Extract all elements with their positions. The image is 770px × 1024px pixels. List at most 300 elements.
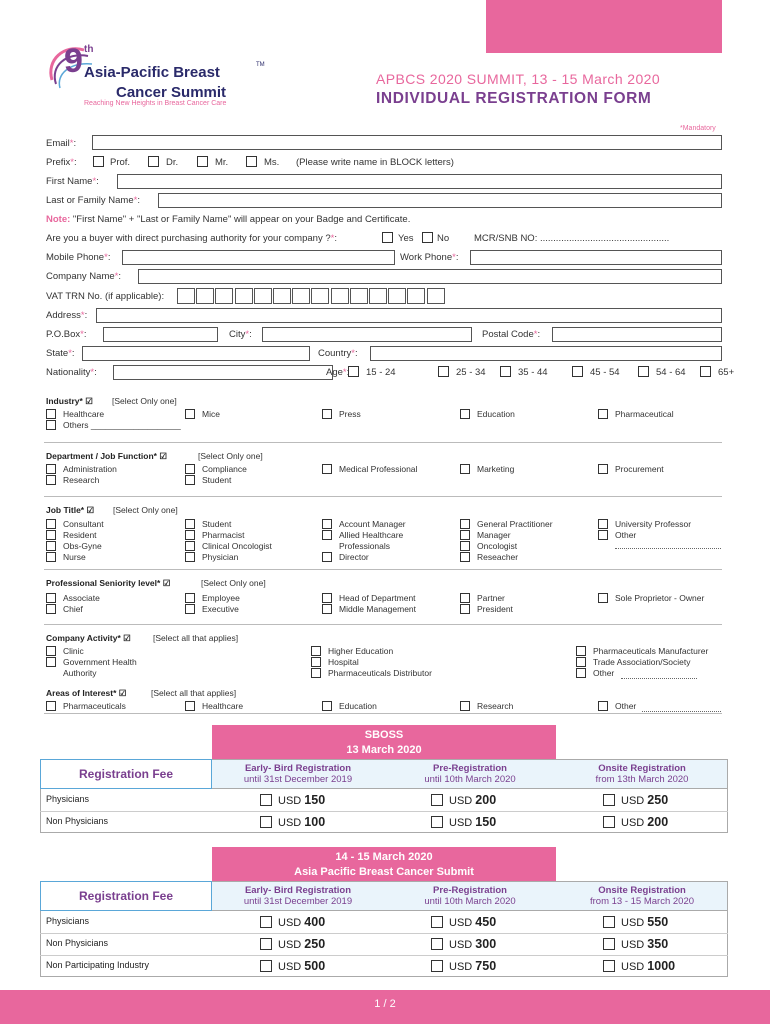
prefix-mr-checkbox[interactable] <box>197 156 208 167</box>
summit-row-label: Physicians <box>46 916 90 926</box>
check-icon: ☑ <box>82 396 93 406</box>
seniority-option-checkbox[interactable] <box>46 604 56 614</box>
industry-select-note: [Select Only one] <box>112 396 177 406</box>
activity-option-checkbox[interactable] <box>311 657 321 667</box>
jobtitle-option-label: Physician <box>202 552 239 562</box>
logo-line2: Cancer Summit <box>116 84 227 101</box>
section-divider <box>44 496 722 497</box>
jobtitle-option-checkbox[interactable] <box>185 519 195 529</box>
jobtitle-section-title <box>46 505 94 516</box>
jobtitle-option-checkbox[interactable] <box>46 541 56 551</box>
industry-option-checkbox[interactable] <box>322 409 332 419</box>
sboss-col-head <box>556 763 728 785</box>
sboss-col-title: Early- Bird Registration <box>244 763 352 774</box>
summit-col-title: Onsite Registration <box>598 885 686 896</box>
currency-label: USD <box>621 917 645 929</box>
mobile-field[interactable] <box>122 250 395 265</box>
department-option-label: Student <box>202 475 232 485</box>
interest-title-text: Areas of Interest* <box>46 688 117 698</box>
sboss-price-option[interactable] <box>260 793 325 807</box>
department-option-checkbox[interactable] <box>598 464 608 474</box>
summit-col-head <box>384 885 556 907</box>
vat-digit-box[interactable] <box>254 288 272 304</box>
sboss-row-label: Non Physicians <box>46 816 109 826</box>
sboss-price-option[interactable] <box>603 793 668 807</box>
price-value: 750 <box>475 959 497 973</box>
vat-digit-box[interactable] <box>350 288 368 304</box>
currency-label: USD <box>449 795 473 807</box>
seniority-option-checkbox[interactable] <box>46 593 56 603</box>
seniority-option-label: Sole Proprietor - Owner <box>615 593 705 603</box>
jobtitle-option-checkbox[interactable] <box>322 552 332 562</box>
seniority-option-checkbox[interactable] <box>460 604 470 614</box>
header-accent-block <box>486 0 722 53</box>
price-value: 1000 <box>647 959 676 973</box>
summit-price-option[interactable] <box>260 915 325 929</box>
industry-option-label: Healthcare <box>63 409 105 419</box>
age-range-label: 35 - 44 <box>518 367 548 378</box>
department-option-checkbox[interactable] <box>46 475 56 485</box>
currency-label: USD <box>278 939 302 951</box>
department-option-label: Marketing <box>477 464 515 474</box>
price-checkbox[interactable] <box>431 938 443 950</box>
price-value: 200 <box>475 793 497 807</box>
sboss-price-option[interactable] <box>603 815 668 829</box>
email-field[interactable] <box>92 135 722 150</box>
currency-label: USD <box>621 961 645 973</box>
summit-col-head <box>556 885 728 907</box>
summit-dates: APBCS 2020 SUMMIT, 13 - 15 March 2020 <box>376 71 661 87</box>
vat-digit-box[interactable] <box>196 288 214 304</box>
jobtitle-option-label: Student <box>202 519 232 529</box>
price-value: 450 <box>475 915 497 929</box>
age-label: Age* <box>326 367 347 378</box>
seniority-title-text: Professional Seniority level* <box>46 578 161 588</box>
summit-col-sub: from 13 - 15 March 2020 <box>589 896 695 907</box>
department-option-checkbox[interactable] <box>460 464 470 474</box>
vat-digit-box[interactable] <box>407 288 425 304</box>
currency-label: USD <box>449 961 473 973</box>
sboss-header <box>212 725 556 759</box>
jobtitle-option-label: Resident <box>63 530 97 540</box>
activity-select-note: [Select all that applies] <box>153 633 239 643</box>
address-label: Address*: <box>46 310 88 321</box>
summit-fee-label: Registration Fee <box>78 889 174 903</box>
prefix-prof-checkbox[interactable] <box>93 156 104 167</box>
price-checkbox[interactable] <box>260 960 272 972</box>
activity-option-label: Other <box>593 668 615 678</box>
prefix-dr-checkbox[interactable] <box>148 156 159 167</box>
work-phone-label: Work Phone*: <box>400 252 459 263</box>
price-value: 150 <box>304 793 326 807</box>
summit-col-sub: until 10th March 2020 <box>424 896 516 907</box>
price-value: 400 <box>304 915 326 929</box>
industry-option-label: Others ___________________ <box>63 420 181 430</box>
department-option-label: Compliance <box>202 464 247 474</box>
sboss-price-option[interactable] <box>260 815 325 829</box>
age-checkbox[interactable] <box>638 366 649 377</box>
industry-section-title <box>46 396 93 407</box>
price-checkbox[interactable] <box>431 816 443 828</box>
price-value: 350 <box>647 937 669 951</box>
price-value: 550 <box>647 915 669 929</box>
interest-option-label: Research <box>477 701 514 711</box>
summit-col-head <box>212 885 384 907</box>
vat-digit-box[interactable] <box>311 288 329 304</box>
age-checkbox[interactable] <box>438 366 449 377</box>
postal-code-field[interactable] <box>552 327 722 342</box>
logo-tm: TM <box>256 62 265 68</box>
seniority-option-label: Head of Department <box>339 593 416 603</box>
interest-option-label: Pharmaceuticals <box>63 701 126 711</box>
seniority-option-label: Associate <box>63 593 100 603</box>
price-checkbox[interactable] <box>260 916 272 928</box>
interest-option-label: Healthcare <box>202 701 244 711</box>
department-option-checkbox[interactable] <box>185 475 195 485</box>
price-value: 250 <box>647 793 669 807</box>
vat-digit-box[interactable] <box>273 288 291 304</box>
summit-price-option[interactable] <box>431 959 496 973</box>
department-option-checkbox[interactable] <box>46 464 56 474</box>
nationality-field[interactable] <box>113 365 333 380</box>
country-field[interactable] <box>370 346 722 361</box>
jobtitle-option-label: Reseacher <box>477 552 519 562</box>
summit-header <box>212 847 556 881</box>
seniority-option-checkbox[interactable] <box>322 593 332 603</box>
age-range-label: 15 - 24 <box>366 367 396 378</box>
prefix-prof-label: Prof. <box>110 157 131 168</box>
price-checkbox[interactable] <box>603 916 615 928</box>
section-divider <box>44 442 722 443</box>
price-checkbox[interactable] <box>431 794 443 806</box>
industry-option-checkbox[interactable] <box>598 409 608 419</box>
industry-option-checkbox[interactable] <box>460 409 470 419</box>
currency-label: USD <box>621 817 645 829</box>
seniority-option-checkbox[interactable] <box>185 604 195 614</box>
activity-option-label: Authority <box>63 668 97 678</box>
activity-option-checkbox[interactable] <box>576 668 586 678</box>
summit-row-label: Non Participating Industry <box>46 960 150 970</box>
jobtitle-option-checkbox[interactable] <box>460 530 470 540</box>
currency-label: USD <box>621 795 645 807</box>
check-icon: ☑ <box>160 578 171 588</box>
buyer-question: Are you a buyer with direct purchasing authority for your company ?*: <box>46 233 337 244</box>
seniority-option-label: Chief <box>63 604 83 614</box>
summit-logo <box>44 36 274 116</box>
other-line[interactable] <box>642 703 721 712</box>
company-field[interactable] <box>138 269 722 284</box>
currency-label: USD <box>621 939 645 951</box>
jobtitle-option-label: Other <box>615 530 637 540</box>
price-checkbox[interactable] <box>260 816 272 828</box>
vat-digit-box[interactable] <box>235 288 253 304</box>
department-section-title <box>46 451 167 462</box>
sboss-col-head <box>212 763 384 785</box>
row-divider <box>40 955 728 956</box>
price-checkbox[interactable] <box>260 938 272 950</box>
price-checkbox[interactable] <box>603 794 615 806</box>
sboss-price-option[interactable] <box>431 793 496 807</box>
price-value: 200 <box>647 815 669 829</box>
sboss-col-title: Onsite Registration <box>598 763 686 774</box>
jobtitle-option-checkbox[interactable] <box>46 552 56 562</box>
age-range-label: 65+ <box>718 367 735 378</box>
activity-section-title <box>46 633 131 644</box>
industry-option-checkbox[interactable] <box>185 409 195 419</box>
currency-label: USD <box>449 817 473 829</box>
seniority-option-label: Middle Management <box>339 604 417 614</box>
row-divider <box>40 933 728 934</box>
seniority-option-label: Executive <box>202 604 239 614</box>
interest-option-checkbox[interactable] <box>460 701 470 711</box>
jobtitle-option-checkbox[interactable] <box>598 519 608 529</box>
state-field[interactable] <box>82 346 310 361</box>
jobtitle-option-label: General Practitioner <box>477 519 553 529</box>
summit-price-option[interactable] <box>603 915 668 929</box>
activity-option-checkbox[interactable] <box>311 668 321 678</box>
nationality-label: Nationality*: <box>46 367 97 378</box>
seniority-select-note: [Select Only one] <box>201 578 266 588</box>
jobtitle-option-checkbox[interactable] <box>322 519 332 529</box>
company-label: Company Name*: <box>46 271 121 282</box>
summit-col-title: Early- Bird Registration <box>244 885 352 896</box>
jobtitle-option-checkbox[interactable] <box>322 530 332 540</box>
department-option-checkbox[interactable] <box>322 464 332 474</box>
check-icon: ☑ <box>156 451 167 461</box>
summit-title: 14 - 15 March 2020 <box>335 851 433 863</box>
activity-option-checkbox[interactable] <box>576 657 586 667</box>
vat-digit-box[interactable] <box>388 288 406 304</box>
work-phone-field[interactable] <box>470 250 722 265</box>
jobtitle-option-checkbox[interactable] <box>185 541 195 551</box>
jobtitle-title-text: Job Title* <box>46 505 85 515</box>
section-divider <box>44 624 722 625</box>
badge-note: Note: "First Name" + "Last or Family Name" will appear on your Badge and Certificate. <box>46 214 411 225</box>
jobtitle-option-checkbox[interactable] <box>460 552 470 562</box>
activity-option-label: Hospital <box>328 657 359 667</box>
sboss-price-option[interactable] <box>431 815 496 829</box>
jobtitle-option-checkbox[interactable] <box>598 530 608 540</box>
jobtitle-option-label: Allied Healthcare <box>339 530 404 540</box>
interest-section-title <box>46 688 126 699</box>
other-line[interactable] <box>621 670 697 679</box>
vat-digit-box[interactable] <box>331 288 349 304</box>
price-checkbox[interactable] <box>603 816 615 828</box>
summit-subtitle: Asia Pacific Breast Cancer Submit <box>294 866 474 878</box>
buyer-yes-checkbox[interactable] <box>382 232 393 243</box>
check-icon: ☑ <box>84 505 95 515</box>
activity-option-label: Government Health <box>63 657 137 667</box>
age-range-label: 25 - 34 <box>456 367 486 378</box>
seniority-option-label: Employee <box>202 593 240 603</box>
jobtitle-option-label: Account Manager <box>339 519 406 529</box>
postal-code-label: Postal Code*: <box>482 329 541 340</box>
jobtitle-option-label: University Professor <box>615 519 692 529</box>
activity-option-label: Trade Association/Society <box>593 657 691 667</box>
sboss-col-sub: until 10th March 2020 <box>424 774 516 785</box>
activity-option-checkbox[interactable] <box>46 646 56 656</box>
summit-price-option[interactable] <box>431 937 496 951</box>
price-checkbox[interactable] <box>431 916 443 928</box>
summit-row-label: Non Physicians <box>46 938 109 948</box>
first-name-label: First Name*: <box>46 176 99 187</box>
currency-label: USD <box>278 917 302 929</box>
jobtitle-option-checkbox[interactable] <box>185 552 195 562</box>
currency-label: USD <box>278 817 302 829</box>
jobtitle-option-label: Consultant <box>63 519 104 529</box>
age-checkbox[interactable] <box>700 366 711 377</box>
buyer-yes-label: Yes <box>398 233 414 244</box>
seniority-section-title <box>46 578 170 589</box>
mcr-field[interactable]: MCR/SNB NO: ................................................. <box>474 233 670 244</box>
city-label: City*: <box>229 329 252 340</box>
summit-price-option[interactable] <box>603 937 668 951</box>
interest-option-checkbox[interactable] <box>598 701 608 711</box>
age-range-label: 54 - 64 <box>656 367 686 378</box>
sboss-col-sub: until 31st December 2019 <box>243 774 353 785</box>
jobtitle-option-checkbox[interactable] <box>46 519 56 529</box>
seniority-option-checkbox[interactable] <box>460 593 470 603</box>
activity-option-label: Pharmaceuticals Distributor <box>328 668 432 678</box>
vat-digit-box[interactable] <box>177 288 195 304</box>
summit-col-title: Pre-Registration <box>433 885 507 896</box>
summit-price-option[interactable] <box>260 937 325 951</box>
sboss-col-sub: from 13th March 2020 <box>595 774 689 785</box>
price-value: 250 <box>304 937 326 951</box>
logo-sup: th <box>84 44 94 55</box>
other-line[interactable] <box>615 540 721 549</box>
page-footer <box>0 990 770 1024</box>
summit-price-option[interactable] <box>431 915 496 929</box>
department-option-label: Administration <box>63 464 117 474</box>
industry-option-checkbox[interactable] <box>46 409 56 419</box>
last-name-label: Last or Family Name*: <box>46 195 140 206</box>
jobtitle-select-note: [Select Only one] <box>113 505 178 515</box>
logo-tagline: Reaching New Heights in Breast Cancer Care <box>84 100 227 107</box>
department-option-checkbox[interactable] <box>185 464 195 474</box>
row-divider <box>40 811 728 812</box>
age-checkbox[interactable] <box>348 366 359 377</box>
prefix-mr-label: Mr. <box>215 157 229 168</box>
state-label: State*: <box>46 348 75 359</box>
summit-price-option[interactable] <box>260 959 325 973</box>
pobox-label: P.O.Box*: <box>46 329 87 340</box>
jobtitle-option-checkbox[interactable] <box>460 541 470 551</box>
mobile-label: Mobile Phone*: <box>46 252 111 263</box>
city-field[interactable] <box>262 327 472 342</box>
prefix-label: Prefix*: <box>46 157 77 168</box>
check-icon: ☑ <box>120 633 131 643</box>
price-checkbox[interactable] <box>603 960 615 972</box>
price-value: 300 <box>475 937 497 951</box>
seniority-option-label: Partner <box>477 593 505 603</box>
jobtitle-option-checkbox[interactable] <box>460 519 470 529</box>
vat-label: VAT TRN No. (if applicable): <box>46 291 165 302</box>
form-title: INDIVIDUAL REGISTRATION FORM <box>376 90 652 107</box>
seniority-option-checkbox[interactable] <box>322 604 332 614</box>
age-checkbox[interactable] <box>500 366 511 377</box>
interest-option-label: Education <box>339 701 377 711</box>
price-checkbox[interactable] <box>603 938 615 950</box>
industry-option-checkbox[interactable] <box>46 420 56 430</box>
activity-option-checkbox[interactable] <box>46 657 56 667</box>
jobtitle-option-label: Oncologist <box>477 541 518 551</box>
interest-option-checkbox[interactable] <box>185 701 195 711</box>
mandatory-note: *Mandatory <box>680 125 716 132</box>
vat-digit-box[interactable] <box>292 288 310 304</box>
currency-label: USD <box>278 795 302 807</box>
summit-price-option[interactable] <box>603 959 675 973</box>
jobtitle-option-label: Director <box>339 552 369 562</box>
prefix-dr-label: Dr. <box>166 157 179 168</box>
vat-digit-box[interactable] <box>427 288 445 304</box>
buyer-no-label: No <box>437 233 450 244</box>
interest-select-note: [Select all that applies] <box>151 688 237 698</box>
activity-option-label: Clinic <box>63 646 84 656</box>
pobox-field[interactable] <box>103 327 218 342</box>
section-divider <box>44 569 722 570</box>
first-name-field[interactable] <box>117 174 722 189</box>
interest-option-checkbox[interactable] <box>322 701 332 711</box>
activity-option-label: Higher Education <box>328 646 394 656</box>
address-field[interactable] <box>96 308 722 323</box>
jobtitle-option-checkbox[interactable] <box>46 530 56 540</box>
logo-line1: Asia-Pacific Breast <box>84 64 220 81</box>
department-option-label: Medical Professional <box>339 464 418 474</box>
summit-col-sub: until 31st December 2019 <box>243 896 353 907</box>
last-name-field[interactable] <box>158 193 722 208</box>
sboss-row-label: Physicians <box>46 794 90 804</box>
industry-option-label: Pharmaceutical <box>615 409 674 419</box>
department-option-label: Procurement <box>615 464 664 474</box>
industry-option-label: Mice <box>202 409 220 419</box>
sboss-date: 13 March 2020 <box>346 744 422 756</box>
jobtitle-option-label: Clinical Oncologist <box>202 541 272 551</box>
jobtitle-option-label: Professionals <box>339 541 391 551</box>
prefix-ms-checkbox[interactable] <box>246 156 257 167</box>
industry-option-label: Education <box>477 409 515 419</box>
jobtitle-option-checkbox[interactable] <box>185 530 195 540</box>
age-range-label: 45 - 54 <box>590 367 620 378</box>
page-number: 1 / 2 <box>374 998 396 1010</box>
sboss-col-title: Pre-Registration <box>433 763 507 774</box>
department-option-label: Research <box>63 475 100 485</box>
vat-digit-box[interactable] <box>369 288 387 304</box>
interest-option-checkbox[interactable] <box>46 701 56 711</box>
industry-option-label: Press <box>339 409 361 419</box>
check-icon: ☑ <box>116 688 127 698</box>
sboss-col-head <box>384 763 556 785</box>
price-checkbox[interactable] <box>431 960 443 972</box>
department-title-text: Department / Job Function* <box>46 451 157 461</box>
currency-label: USD <box>278 961 302 973</box>
interest-option-label: Other <box>615 701 637 711</box>
buyer-no-checkbox[interactable] <box>422 232 433 243</box>
seniority-option-checkbox[interactable] <box>598 593 608 603</box>
age-checkbox[interactable] <box>572 366 583 377</box>
activity-option-label: Pharmaceuticals Manufacturer <box>593 646 709 656</box>
vat-digit-box[interactable] <box>215 288 233 304</box>
sboss-title: SBOSS <box>364 729 404 741</box>
seniority-option-label: President <box>477 604 513 614</box>
seniority-option-checkbox[interactable] <box>185 593 195 603</box>
currency-label: USD <box>449 917 473 929</box>
activity-option-checkbox[interactable] <box>576 646 586 656</box>
activity-title-text: Company Activity* <box>46 633 121 643</box>
price-checkbox[interactable] <box>260 794 272 806</box>
jobtitle-option-label: Obs-Gyne <box>63 541 102 551</box>
activity-option-checkbox[interactable] <box>311 646 321 656</box>
